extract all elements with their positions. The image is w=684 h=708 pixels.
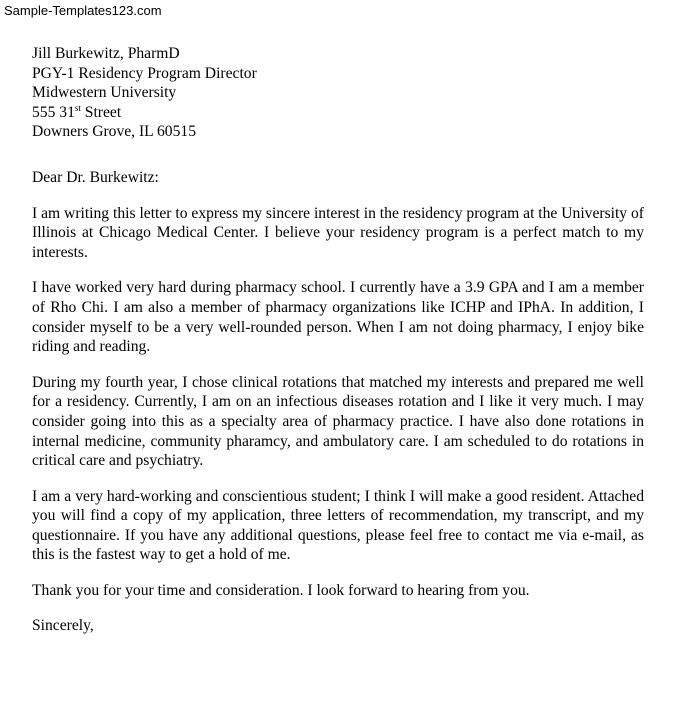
body-paragraph-5: Thank you for your time and consideration. I look forward to hearing from you. xyxy=(32,582,530,600)
street-number: 555 31 xyxy=(32,103,75,121)
body-paragraph-3: During my fourth year, I chose clinical rotations that matched my interests and prepared me well for a residency. Currently, I am on an infectious diseases rotation and I like it very much. I may consider going into this as a specialty area of pharmacy practice. I have also done rotations in internal medicine, community pharamcy, and ambulatory care. I am scheduled to do rotations in critical care and psychiatry. xyxy=(32,373,644,470)
body-paragraph-4: I am a very hard-working and conscientious student; I think I will make a good resident. Attached you will find a copy of my application, three letters of recommendation, my transcript, and my questionnaire. If you have any additional questions, please feel free to contact me via e-mail, as this is the fastest way to get a hold of me. xyxy=(32,487,644,564)
letter-body xyxy=(32,44,644,635)
recipient-address xyxy=(32,44,644,142)
recipient-city: Downers Grove, IL 60515 xyxy=(32,123,196,141)
recipient-name: Jill Burkewitz, PharmD xyxy=(32,45,180,62)
street-suffix: st xyxy=(74,102,81,113)
street-name: Street xyxy=(80,103,122,121)
site-watermark: Sample-Templates123.com xyxy=(4,3,162,18)
body-paragraph-1: I am writing this letter to express my sincere interest in the residency program at the University of Illinois at Chicago Medical Center. I believe your residency program is a perfect match to my interests. xyxy=(32,204,644,261)
recipient-title: PGY-1 Residency Program Director xyxy=(32,64,257,82)
body-paragraph-2: I have worked very hard during pharmacy school. I currently have a 3.9 GPA and I am a member of Rho Chi. I am also a member of pharmacy organizations like ICHP and IPhA. In addition, I consider myself to be a very well-rounded person. When I am not doing pharmacy, I enjoy bike riding and reading. xyxy=(32,279,644,356)
recipient-street xyxy=(32,103,644,123)
closing: Sincerely, xyxy=(32,616,94,634)
salutation: Dear Dr. Burkewitz: xyxy=(32,168,159,186)
recipient-organization: Midwestern University xyxy=(32,84,177,102)
